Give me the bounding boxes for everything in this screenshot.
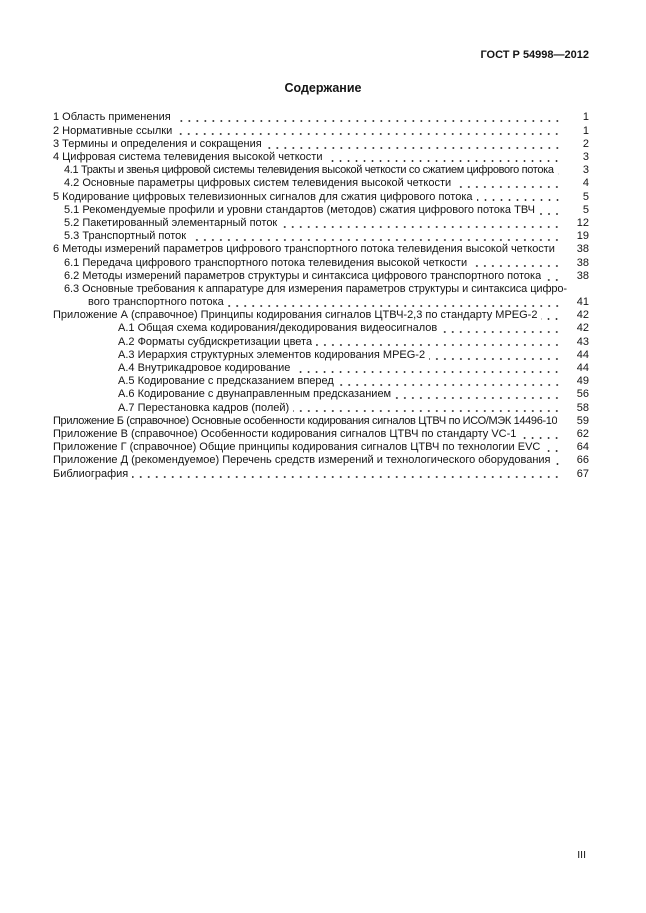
toc-appendix-subentry (53, 323, 589, 336)
toc-subentry (53, 177, 589, 190)
toc-entry-title: А.1 Общая схема кодирования/декодирования видеосигналов (118, 322, 438, 335)
dot-leader (176, 133, 561, 135)
toc-entry (53, 138, 589, 151)
toc-entry-title: 2 Нормативные ссылки (53, 124, 173, 137)
toc-entry-title: 5 Кодирование цифровых телевизионных сигналов для сжатия цифрового потока (53, 190, 473, 203)
toc-entry-title: А.4 Внутрикадровое кодирование (118, 362, 291, 375)
toc-entry-page: 3 (582, 151, 589, 164)
toc-entry-page: 4 (582, 177, 589, 190)
toc-subentry (53, 257, 589, 270)
toc-entry-title: 5.1 Рекомендуемые профили и уровни стандартов (методов) сжатия цифрового потока ТВЧ (64, 203, 535, 216)
toc-entry (53, 243, 589, 256)
toc-entry-title: Приложение Д (рекомендуемое) Перечень средств измерений и технологического оборудования (53, 454, 551, 467)
toc-entry-title: 6.2 Методы измерений параметров структуры и синтаксиса цифрового транспортного потока (64, 269, 542, 282)
toc-entry-title: 5.2 Пакетированный элементарный поток (64, 216, 278, 229)
toc-entry-page: 43 (576, 335, 589, 348)
table-of-contents (53, 112, 589, 481)
toc-entry-title: 6.1 Передача цифрового транспортного потока телевидения высокой четкости (64, 256, 468, 269)
toc-entry-title: 3 Термины и определения и сокращения (53, 137, 262, 150)
toc-entry-title: 6.3 Основные требования к аппаратуре для измерения параметров структуры и синтаксиса цифро- (64, 282, 567, 295)
toc-subentry (53, 164, 589, 177)
dot-leader (294, 371, 561, 373)
dot-leader (338, 384, 561, 386)
toc-entry-page: 2 (582, 137, 589, 150)
toc-entry-title: 5.3 Транспортный поток (64, 230, 187, 243)
toc-entry-page: 58 (576, 401, 589, 414)
toc-entry-title: Приложение А (справочное) Принципы кодирования сигналов ЦТВЧ-2,3 по стандарту MPEG-2 (53, 309, 538, 322)
toc-entry-page: 44 (576, 362, 589, 375)
toc-appendix-entry (53, 441, 589, 454)
toc-entry-title: 6 Методы измерений параметров цифрового транспортного потока телевидения высокой четкости (53, 243, 555, 256)
toc-subentry-first-line (53, 283, 589, 296)
dot-leader (477, 199, 562, 201)
dot-leader (316, 344, 561, 346)
dot-leader (132, 476, 561, 478)
dot-leader (326, 160, 561, 162)
toc-entry-title: Приложение Б (справочное) Основные особенности кодирования сигналов ЦТВЧ по ИСО/МЭК 14496-10 (53, 414, 557, 427)
dot-leader (190, 239, 561, 241)
toc-appendix-subentry (53, 375, 589, 388)
toc-appendix-subentry (53, 402, 589, 415)
toc-entry-page: 42 (576, 322, 589, 335)
dot-leader (539, 213, 561, 215)
toc-entry-page: 1 (582, 124, 589, 137)
dot-leader (293, 410, 561, 412)
toc-entry-page: 38 (576, 256, 589, 269)
toc-appendix-subentry (53, 349, 589, 362)
dot-leader (558, 173, 561, 175)
dot-leader (281, 226, 561, 228)
toc-entry-title: 4.1 Тракты и звенья цифровой системы телевидения высокой четкости со сжатием цифрового потока (64, 164, 554, 177)
dot-leader (559, 252, 561, 254)
toc-entry-page: 56 (576, 388, 589, 401)
toc-entry-page: 59 (576, 414, 589, 427)
toc-entry-page: 12 (576, 216, 589, 229)
dot-leader (228, 305, 561, 307)
toc-entry-page: 42 (576, 309, 589, 322)
dot-leader (541, 318, 561, 320)
toc-entry-title: 4 Цифровая система телевидения высокой четкости (53, 151, 323, 164)
toc-entry-page: 5 (582, 203, 589, 216)
toc-subentry (53, 204, 589, 217)
standard-code: ГОСТ Р 54998—2012 (480, 49, 589, 61)
dot-leader (175, 120, 561, 122)
toc-subentry-continuation (53, 296, 589, 309)
toc-entry-page: 67 (576, 467, 589, 480)
toc-entry (53, 125, 589, 138)
toc-appendix-entry (53, 454, 589, 467)
toc-entry-title: Приложение Г (справочное) Общие принципы кодирования сигналов ЦТВЧ по технологии EVC (53, 441, 541, 454)
toc-subentry (53, 230, 589, 243)
dot-leader (395, 397, 561, 399)
toc-entry-title: А.3 Иерархия структурных элементов кодирования MPEG-2 (118, 348, 426, 361)
toc-appendix-subentry (53, 362, 589, 375)
dot-leader (544, 450, 561, 452)
toc-entry-page: 41 (576, 296, 589, 309)
page-title: Содержание (284, 81, 362, 95)
toc-appendix-entry (53, 415, 589, 428)
toc-entry-title: Приложение В (справочное) Особенности кодирования сигналов ЦТВЧ по стандарту VC-1 (53, 427, 517, 440)
toc-entry-page: 1 (582, 111, 589, 124)
toc-entry (53, 112, 589, 125)
toc-entry (53, 151, 589, 164)
dot-leader (520, 437, 561, 439)
toc-entry-page: 38 (576, 243, 589, 256)
dot-leader (429, 358, 561, 360)
toc-entry-page: 64 (576, 441, 589, 454)
toc-entry (53, 468, 589, 481)
toc-appendix-entry (53, 309, 589, 322)
toc-entry-title: А.2 Форматы субдискретизации цвета (118, 335, 313, 348)
dot-leader (266, 147, 561, 149)
toc-entry-title-continuation: вого транспортного потока (88, 296, 224, 309)
toc-entry-page: 44 (576, 348, 589, 361)
dot-leader (555, 463, 561, 465)
toc-entry-page: 49 (576, 375, 589, 388)
toc-subentry (53, 270, 589, 283)
dot-leader (455, 186, 561, 188)
toc-subentry (53, 217, 589, 230)
toc-entry-page: 62 (576, 427, 589, 440)
toc-entry-title: Библиография (53, 467, 129, 480)
toc-entry-title: А.5 Кодирование с предсказанием вперед (118, 375, 334, 388)
toc-entry-page: 5 (582, 190, 589, 203)
toc-appendix-entry (53, 428, 589, 441)
toc-entry-page: 3 (582, 164, 589, 177)
dot-leader (545, 279, 561, 281)
toc-appendix-subentry (53, 388, 589, 401)
page-number: III (577, 849, 586, 861)
toc-entry-page: 66 (576, 454, 589, 467)
toc-entry-title: А.6 Кодирование с двунаправленным предсказанием (118, 388, 392, 401)
toc-entry-title: А.7 Перестановка кадров (полей) (118, 401, 290, 414)
toc-entry-page: 19 (576, 230, 589, 243)
toc-entry-title: 1 Область применения (53, 111, 171, 124)
dot-leader (441, 331, 561, 333)
toc-appendix-subentry (53, 336, 589, 349)
toc-entry-page: 38 (576, 269, 589, 282)
dot-leader (471, 265, 561, 267)
toc-entry-title: 4.2 Основные параметры цифровых систем телевидения высокой четкости (64, 177, 452, 190)
toc-entry (53, 191, 589, 204)
